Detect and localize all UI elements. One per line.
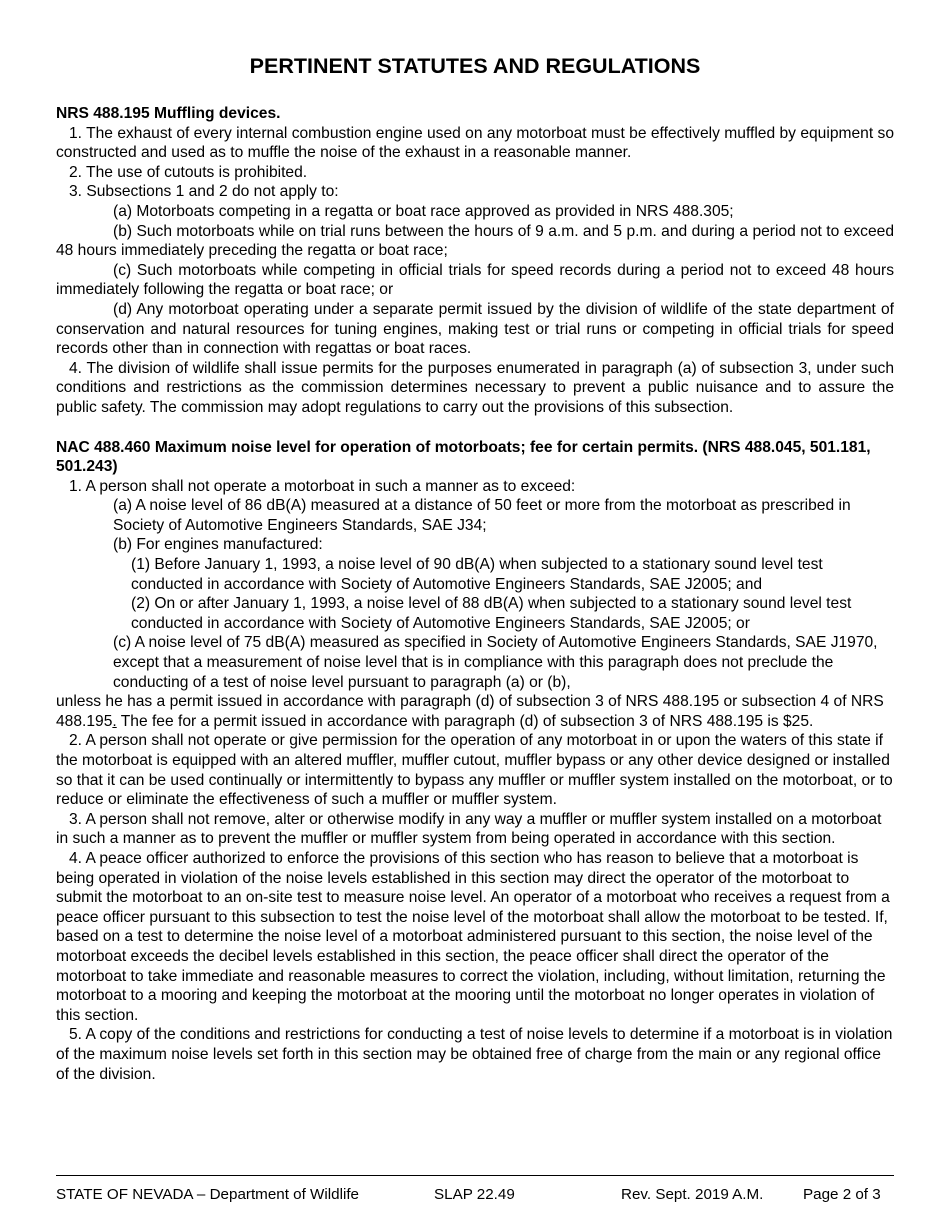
nac-tail-underlined-period: . (112, 712, 117, 730)
section-gap (56, 418, 894, 438)
nac-paragraph-1b: (b) For engines manufactured: (113, 536, 323, 554)
nrs-paragraph-3c: (c) Such motorboats while competing in official trials for speed records during a period not to exceed 48 hours immediately following the regatta or boat race; or (56, 261, 894, 299)
nrs-subsection-1: 1. The exhaust of every internal combustion engine used on any motorboat must be effectively muffled by equipment so constructed and used as to muffle the noise of the exhaust in a reasonable manner. (56, 124, 894, 162)
nac-tail-part-b: The fee for a permit issued in accordance with paragraph (d) of subsection 3 of NRS 488.195 is $25. (116, 712, 814, 730)
page-title: PERTINENT STATUTES AND REGULATIONS (249, 54, 701, 78)
footer-code: SLAP 22.49 (434, 1186, 515, 1203)
nac-subsection-1-tail (56, 692, 894, 731)
nac-subsection-2: 2. A person shall not operate or give permission for the operation of any motorboat in or upon the waters of this state if the motorboat is equipped with an altered muffler, muffler cutout, muffler bypass or any other device designed or installed so that it can be used continually or intermittently to bypass any muffler or muffler system installed on the motorboat, or to reduce or eliminate the effectiveness of such a muffler or muffler system. (56, 732, 893, 809)
nac-subsection-3: 3. A person shall not remove, alter or otherwise modify in any way a muffler or muffler system installed on a motorboat in such a manner as to prevent the muffler or muffler system from being operated in accordance with this section. (56, 810, 882, 848)
nrs-subsection-4: 4. The division of wildlife shall issue permits for the purposes enumerated in paragraph (a) of subsection 3, under such conditions and restrictions as the commission determines necessary to prevent a public nuisance and to assure the public safety. The commission may adopt regulations to carry out the provisions of this subsection. (56, 359, 894, 416)
footer-page-number: Page 2 of 3 (803, 1186, 881, 1203)
nrs-paragraph-3d: (d) Any motorboat operating under a separate permit issued by the division of wildlife of the state department of conservation and natural resources for tuning engines, making test or trial runs or competing in official trials for speed records other than in connection with regattas or boat races. (56, 300, 894, 358)
nrs-paragraph-3a: (a) Motorboats competing in a regatta or boat race approved as provided in NRS 488.305; (113, 202, 734, 220)
nac-subsection-4: 4. A peace officer authorized to enforce the provisions of this section who has reason to believe that a motorboat is being operated in violation of the noise levels established in this section may direct the operator of the motorboat to submit the motorboat to an on-site test to measure noise level. An operator of a motorboat who receives a request from a peace officer pursuant to this subsection to test the noise level of the motorboat shall allow the motorboat to be tested. If, based on a test to determine the noise level of a motorboat administered pursuant to this section, the noise level of the motorboat exceeds the decibel levels established in this section, the peace officer shall direct the operator of the motorboat to take immediate and reasonable measures to correct the violation, including, without limitation, returning the motorboat to a mooring and keeping the motorboat at the mooring until the motorboat no longer operates in violation of this section. (56, 849, 890, 1024)
nrs-paragraph-3b: (b) Such motorboats while on trial runs between the hours of 9 a.m. and 5 p.m. and during a period not to exceed 48 hours immediately preceding the regatta or boat race; (56, 222, 894, 260)
nac-paragraph-1c: (c) A noise level of 75 dB(A) measured as specified in Society of Automotive Engineers Standards, SAE J1970, except that a measurement of noise level that is in compliance with this paragraph does not preclude the conducting of a test of noise level pursuant to paragraph (a) or (b), (113, 634, 878, 691)
footer-revision: Rev. Sept. 2019 A.M. (621, 1186, 764, 1203)
nrs-subsection-3: 3. Subsections 1 and 2 do not apply to: (69, 183, 339, 201)
nrs-heading: NRS 488.195 Muffling devices. (56, 105, 281, 122)
nrs-subsection-2: 2. The use of cutouts is prohibited. (69, 163, 308, 181)
footer-agency: STATE OF NEVADA – Department of Wildlife (56, 1186, 359, 1203)
nac-paragraph-1a: (a) A noise level of 86 dB(A) measured at a distance of 50 feet or more from the motorboat as prescribed in Society of Automotive Engineers Standards, SAE J34; (113, 497, 851, 534)
nac-subsection-5: 5. A copy of the conditions and restrictions for conducting a test of noise levels to determine if a motorboat is in violation of the maximum noise levels set forth in this section may be obtained free of charge from the main or any regional office of the division. (56, 1026, 893, 1083)
nac-heading: NAC 488.460 Maximum noise level for operation of motorboats; fee for certain permits. (NRS 488.045, 501.181, 501.243) (56, 438, 871, 476)
nac-tail-part-a: unless he has a permit issued in accordance with paragraph (d) of subsection 3 of NRS 488.195 or subsection 4 of NRS 488.195 (56, 693, 884, 730)
page-footer (56, 1175, 894, 1203)
document-page (56, 52, 894, 1084)
nac-subsection-1: 1. A person shall not operate a motorboat in such a manner as to exceed: (69, 477, 576, 495)
nac-subparagraph-1b1: (1) Before January 1, 1993, a noise level of 90 dB(A) when subjected to a stationary sound level test conducted in accordance with Society of Automotive Engineers Standards, SAE J2005; and (131, 556, 823, 593)
nac-subparagraph-1b2: (2) On or after January 1, 1993, a noise level of 88 dB(A) when subjected to a stationary sound level test conducted in accordance with Society of Automotive Engineers Standards, SAE J2005; or (131, 595, 852, 632)
